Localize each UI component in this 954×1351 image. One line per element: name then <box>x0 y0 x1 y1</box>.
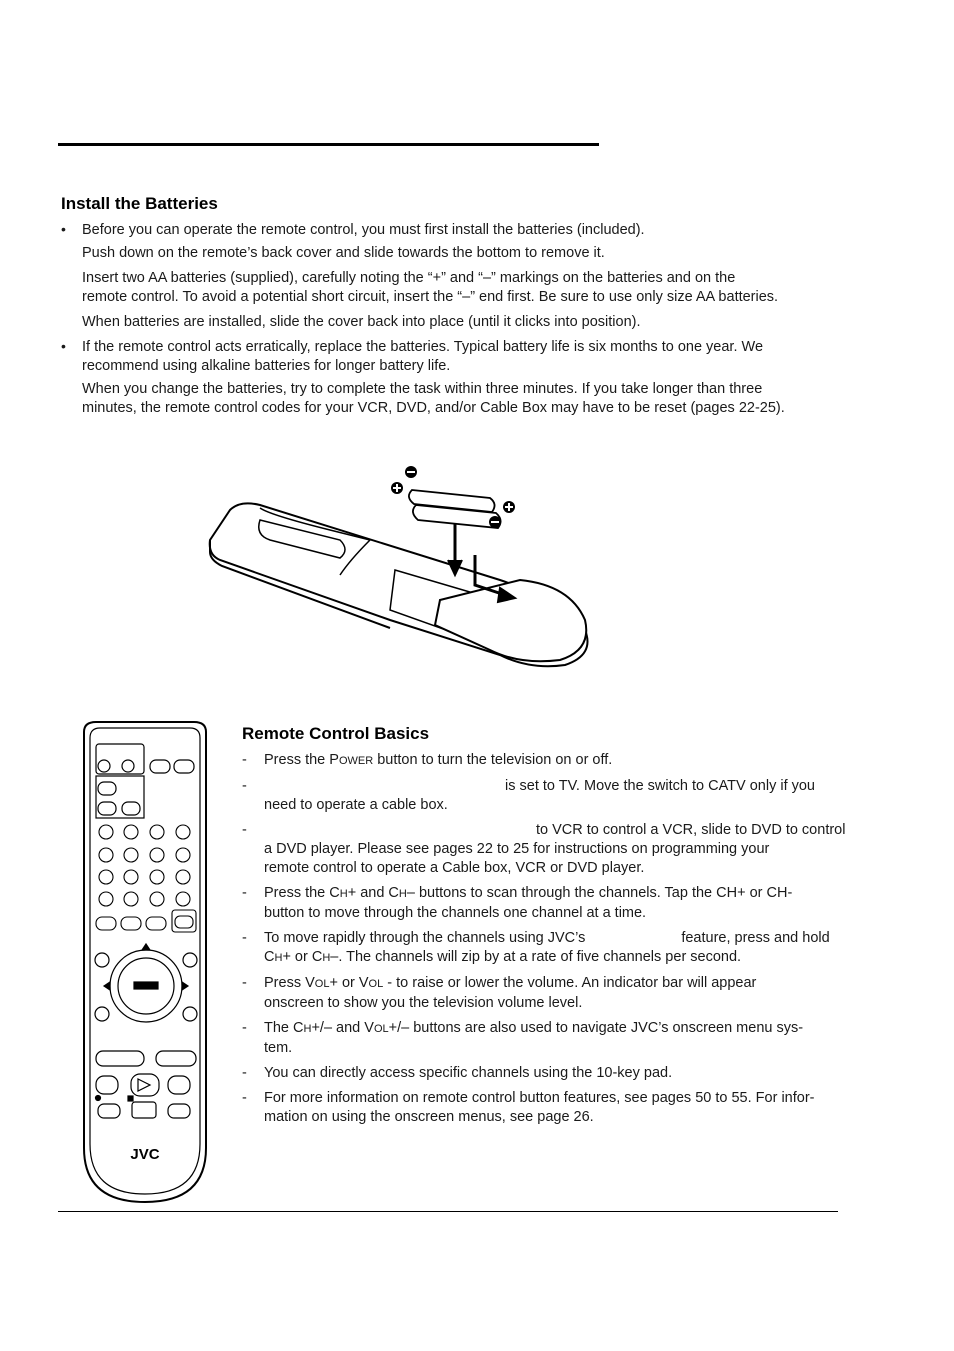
install-paragraph-3b: remote control. To avoid a potential short circuit, insert the “–” end first. Be sure to use only size AA batteries. <box>82 289 779 305</box>
battery-installation-illustration <box>200 460 600 670</box>
basics-item-2: - is set to TV. Move the switch to CATV only if you need to operate a cable box. <box>242 778 816 813</box>
install-paragraph-3a: Insert two AA batteries (supplied), carefully noting the “+” and “–” markings on the batteries and on the <box>82 270 736 286</box>
basics-item-3: - to VCR to control a VCR, slide to DVD to control a DVD player. Please see pages 22 to 25 for instructions on programming your remote control to operate a Cable box, VCR or DVD player. <box>242 822 846 876</box>
remote-brand-logo: JVC <box>130 1146 160 1163</box>
basics-item-6: - Press VOL+ or VOL - to raise or lower the volume. An indicator bar will appear onscreen to show you the television volume level. <box>242 975 757 1011</box>
install-paragraph-6b: minutes, the remote control codes for your VCR, DVD, and/or Cable Box may have to be reset (pages 22-25). <box>82 400 785 416</box>
basics-item-7: - The CH+/– and VOL+/– buttons are also used to navigate JVC’s onscreen menu sys- tem. <box>242 1020 804 1056</box>
install-batteries-heading: Install the Batteries <box>61 194 218 213</box>
install-paragraph-6a: When you change the batteries, try to complete the task within three minutes. If you take longer than three <box>82 381 763 397</box>
basics-item-4: - Press the CH+ and CH– buttons to scan through the channels. Tap the CH+ or CH- button to move through the channels one channel at a time. <box>242 885 793 921</box>
install-paragraph-5b: recommend using alkaline batteries for longer battery life. <box>82 358 451 374</box>
basics-item-9: - For more information on remote control button features, see pages 50 to 55. For infor- mation on using the onscreen menus, see page 26. <box>242 1090 815 1125</box>
remote-control-illustration <box>76 718 214 1206</box>
basics-item-5: - To move rapidly through the channels using JVC’s feature, press and hold CH+ or CH–. The channels will zip by at a rate of five channels per second. <box>242 930 830 965</box>
install-paragraph-1: Before you can operate the remote control, you must first install the batteries (included). <box>82 222 645 238</box>
install-paragraph-5a: If the remote control acts erratically, replace the batteries. Typical battery life is six months to one year. We <box>82 339 764 355</box>
bullet-1: • <box>61 221 66 237</box>
basics-item-8: - You can directly access specific channels using the 10-key pad. <box>242 1065 673 1081</box>
bullet-2: • <box>61 338 66 354</box>
install-paragraph-2: Push down on the remote’s back cover and slide towards the bottom to remove it. <box>82 245 605 261</box>
remote-control-basics-heading: Remote Control Basics <box>242 724 430 743</box>
remote-basics-list <box>242 751 902 1133</box>
header-rule <box>58 143 599 146</box>
install-paragraph-4: When batteries are installed, slide the cover back into place (until it clicks into position). <box>82 314 641 330</box>
footer-rule <box>58 1211 838 1212</box>
basics-item-1: - Press the POWER button to turn the television on or off. <box>242 752 613 768</box>
